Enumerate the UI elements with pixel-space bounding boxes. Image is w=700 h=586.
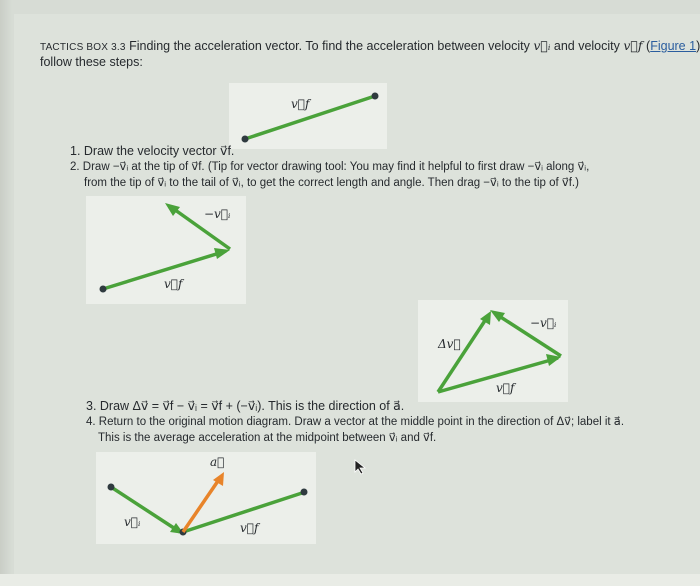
tactics-box-title: Finding the acceleration vector. <box>129 39 303 53</box>
vf-tip-dot <box>372 93 379 100</box>
figure-4-panel <box>96 452 316 544</box>
vf-vector <box>245 96 375 139</box>
figure-3-diagram <box>418 300 568 402</box>
vf-arrowhead <box>214 248 230 259</box>
neg-vi-arrowhead <box>165 203 180 216</box>
intro-line-2: follow these steps: <box>40 55 143 69</box>
step-3: 3. Draw Δv⃗ = v⃗f − v⃗ᵢ = v⃗f + (−v⃗ᵢ). This is the direction of a⃗. <box>86 399 405 413</box>
vi-symbol: v⃗ᵢ <box>533 38 551 53</box>
vi-tail-dot <box>108 484 115 491</box>
step-4-line-1: 4. Return to the original motion diagram. Draw a vector at the middle point in the direction of Δv⃗; label it a⃗. <box>86 416 625 428</box>
figure-1-diagram <box>229 83 387 149</box>
vf-tip-dot <box>301 489 308 496</box>
neg-vi-label: −v⃗ᵢ <box>204 207 231 221</box>
page-edge <box>0 0 12 586</box>
intro-text-b: and velocity <box>550 39 624 53</box>
delta-v-label: Δv⃗ <box>438 337 461 351</box>
intro-text-d: ) <box>696 39 700 53</box>
figure-2-diagram <box>86 196 246 304</box>
figure-4-diagram <box>96 452 316 544</box>
vf-tail-dot <box>242 136 249 143</box>
neg-vi-label: −v⃗ᵢ <box>530 316 557 330</box>
figure-1-panel <box>229 83 387 149</box>
acceleration-vector <box>183 478 220 532</box>
step-1: 1. Draw the velocity vector v⃗f. <box>70 144 235 158</box>
figure-link[interactable]: Figure 1 <box>650 39 697 53</box>
figure-2-panel <box>86 196 246 304</box>
vi-vector <box>111 487 180 532</box>
step-4-line-2: This is the average acceleration at the midpoint between v⃗ᵢ and v⃗f. <box>98 432 437 444</box>
vf-label: v⃗f <box>240 521 259 535</box>
acceleration-label: a⃗ <box>210 455 225 469</box>
intro-text-c: ( <box>642 39 651 53</box>
vf-tail-dot <box>100 286 107 293</box>
arrow-pointer-icon <box>354 459 368 480</box>
intro-text-a: To find the acceleration between velocity <box>305 39 534 53</box>
bottom-strip <box>0 574 700 586</box>
step-2-line-1: 2. Draw −v⃗ᵢ at the tip of v⃗f. (Tip for vector drawing tool: You may find it helpful to first draw −v⃗ᵢ along v⃗ᵢ, <box>70 161 590 173</box>
figure-3-panel <box>418 300 568 402</box>
tactics-box-label: TACTICS BOX 3.3 <box>40 42 126 53</box>
vf-symbol: v⃗f <box>623 38 643 53</box>
vi-label: v⃗ᵢ <box>124 515 141 529</box>
step-2-line-2: from the tip of v⃗ᵢ to the tail of v⃗ᵢ, to get the correct length and angle. Then drag −v⃗ᵢ to the tip of v⃗f.) <box>84 177 579 189</box>
vf-label: v⃗f <box>496 381 515 395</box>
vf-label: v⃗f <box>291 97 310 111</box>
vf-label: v⃗f <box>164 277 183 291</box>
